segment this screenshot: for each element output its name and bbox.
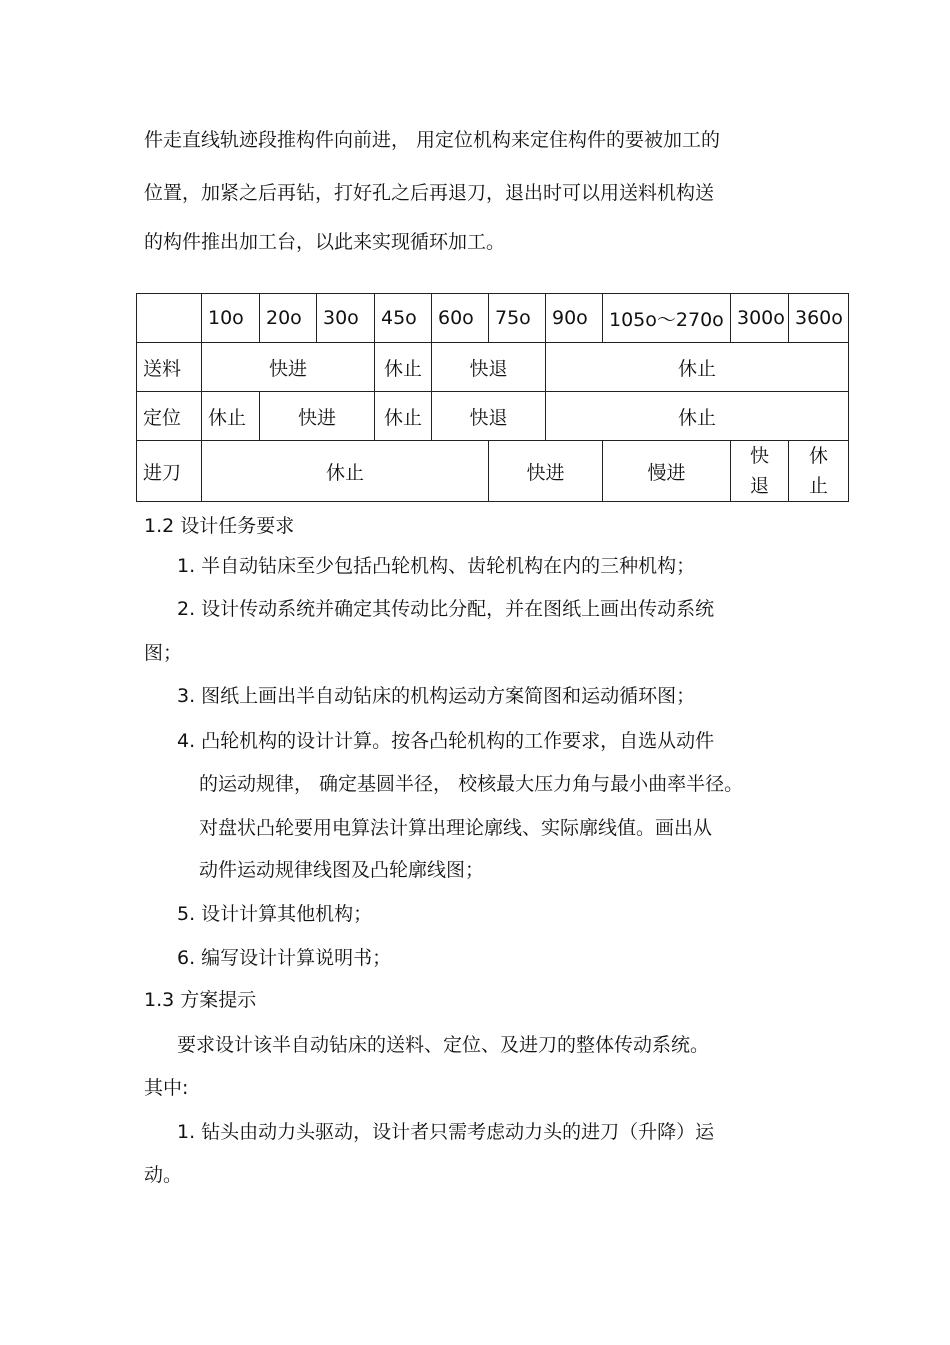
section-heading-1-3: 1.3 方案提示 (144, 989, 257, 1011)
motion-cycle-table (136, 293, 849, 502)
table-cell: 休止 (546, 343, 849, 392)
table-cell: 快进 (260, 392, 375, 441)
table-cell (731, 441, 789, 502)
paragraph-line: 1. 钻头由动力头驱动，设计者只需考虑动力头的进刀（升降）运 (177, 1121, 715, 1143)
header-angle: 10o (202, 294, 260, 343)
list-item: 2. 设计传动系统并确定其传动比分配，并在图纸上画出传动系统 (177, 598, 715, 620)
table-cell: 休止 (202, 441, 489, 502)
intro-line-1: 件走直线轨迹段推构件向前进， 用定位机构来定住构件的要被加工的 (144, 129, 721, 151)
intro-line-2: 位置，加紧之后再钻，打好孔之后再退刀，退出时可以用送料机构送 (144, 182, 715, 204)
intro-line-3: 的构件推出加工台，以此来实现循环加工。 (144, 231, 506, 253)
table-cell: 休止 (202, 392, 260, 441)
header-angle: 60o (432, 294, 489, 343)
header-angle: 300o (731, 294, 789, 343)
cell-line: 快 (749, 445, 769, 467)
cell-line: 止 (808, 475, 828, 497)
table-cell: 休止 (375, 343, 432, 392)
table-row-feed (137, 343, 849, 392)
table-row-position (137, 392, 849, 441)
list-item: 对盘状凸轮要用电算法计算出理论廓线、实际廓线值。画出从 (199, 817, 713, 839)
header-angle: 360o (789, 294, 849, 343)
header-corner (137, 294, 202, 343)
header-angle: 105o～270o (603, 294, 731, 343)
header-angle: 20o (260, 294, 317, 343)
table-cell: 快进 (202, 343, 375, 392)
row-label: 定位 (137, 392, 202, 441)
list-item: 6. 编写设计计算说明书； (177, 947, 392, 969)
paragraph-line: 动。 (144, 1164, 183, 1186)
list-item: 5. 设计计算其他机构； (177, 903, 373, 925)
paragraph-line: 其中: (144, 1077, 189, 1099)
table-cell: 快退 (432, 392, 546, 441)
table-cell (789, 441, 849, 502)
table-row-advance (137, 441, 849, 502)
header-angle: 75o (489, 294, 546, 343)
table-cell: 休止 (546, 392, 849, 441)
table-cell: 快退 (432, 343, 546, 392)
list-item: 动件运动规律线图及凸轮廓线图； (199, 859, 485, 881)
list-item: 的运动规律， 确定基圆半径， 校核最大压力角与最小曲率半径。 (199, 773, 744, 795)
section-heading-1-2: 1.2 设计任务要求 (144, 515, 295, 537)
list-item: 1. 半自动钻床至少包括凸轮机构、齿轮机构在内的三种机构； (177, 555, 696, 577)
cell-line: 退 (749, 475, 769, 497)
table-cell: 快进 (489, 441, 603, 502)
header-angle: 30o (317, 294, 375, 343)
list-item: 4. 凸轮机构的设计计算。按各凸轮机构的工作要求，自选从动件 (177, 730, 715, 752)
list-item: 3. 图纸上画出半自动钻床的机构运动方案简图和运动循环图； (177, 685, 696, 707)
paragraph-line: 要求设计该半自动钻床的送料、定位、及进刀的整体传动系统。 (177, 1034, 710, 1056)
table-cell: 慢进 (603, 441, 731, 502)
table-cell: 休止 (375, 392, 432, 441)
row-label: 进刀 (137, 441, 202, 502)
row-label: 送料 (137, 343, 202, 392)
header-angle: 45o (375, 294, 432, 343)
header-angle: 90o (546, 294, 603, 343)
cell-line: 休 (808, 445, 828, 467)
table-header-row (137, 294, 849, 343)
list-item: 图； (144, 642, 183, 664)
